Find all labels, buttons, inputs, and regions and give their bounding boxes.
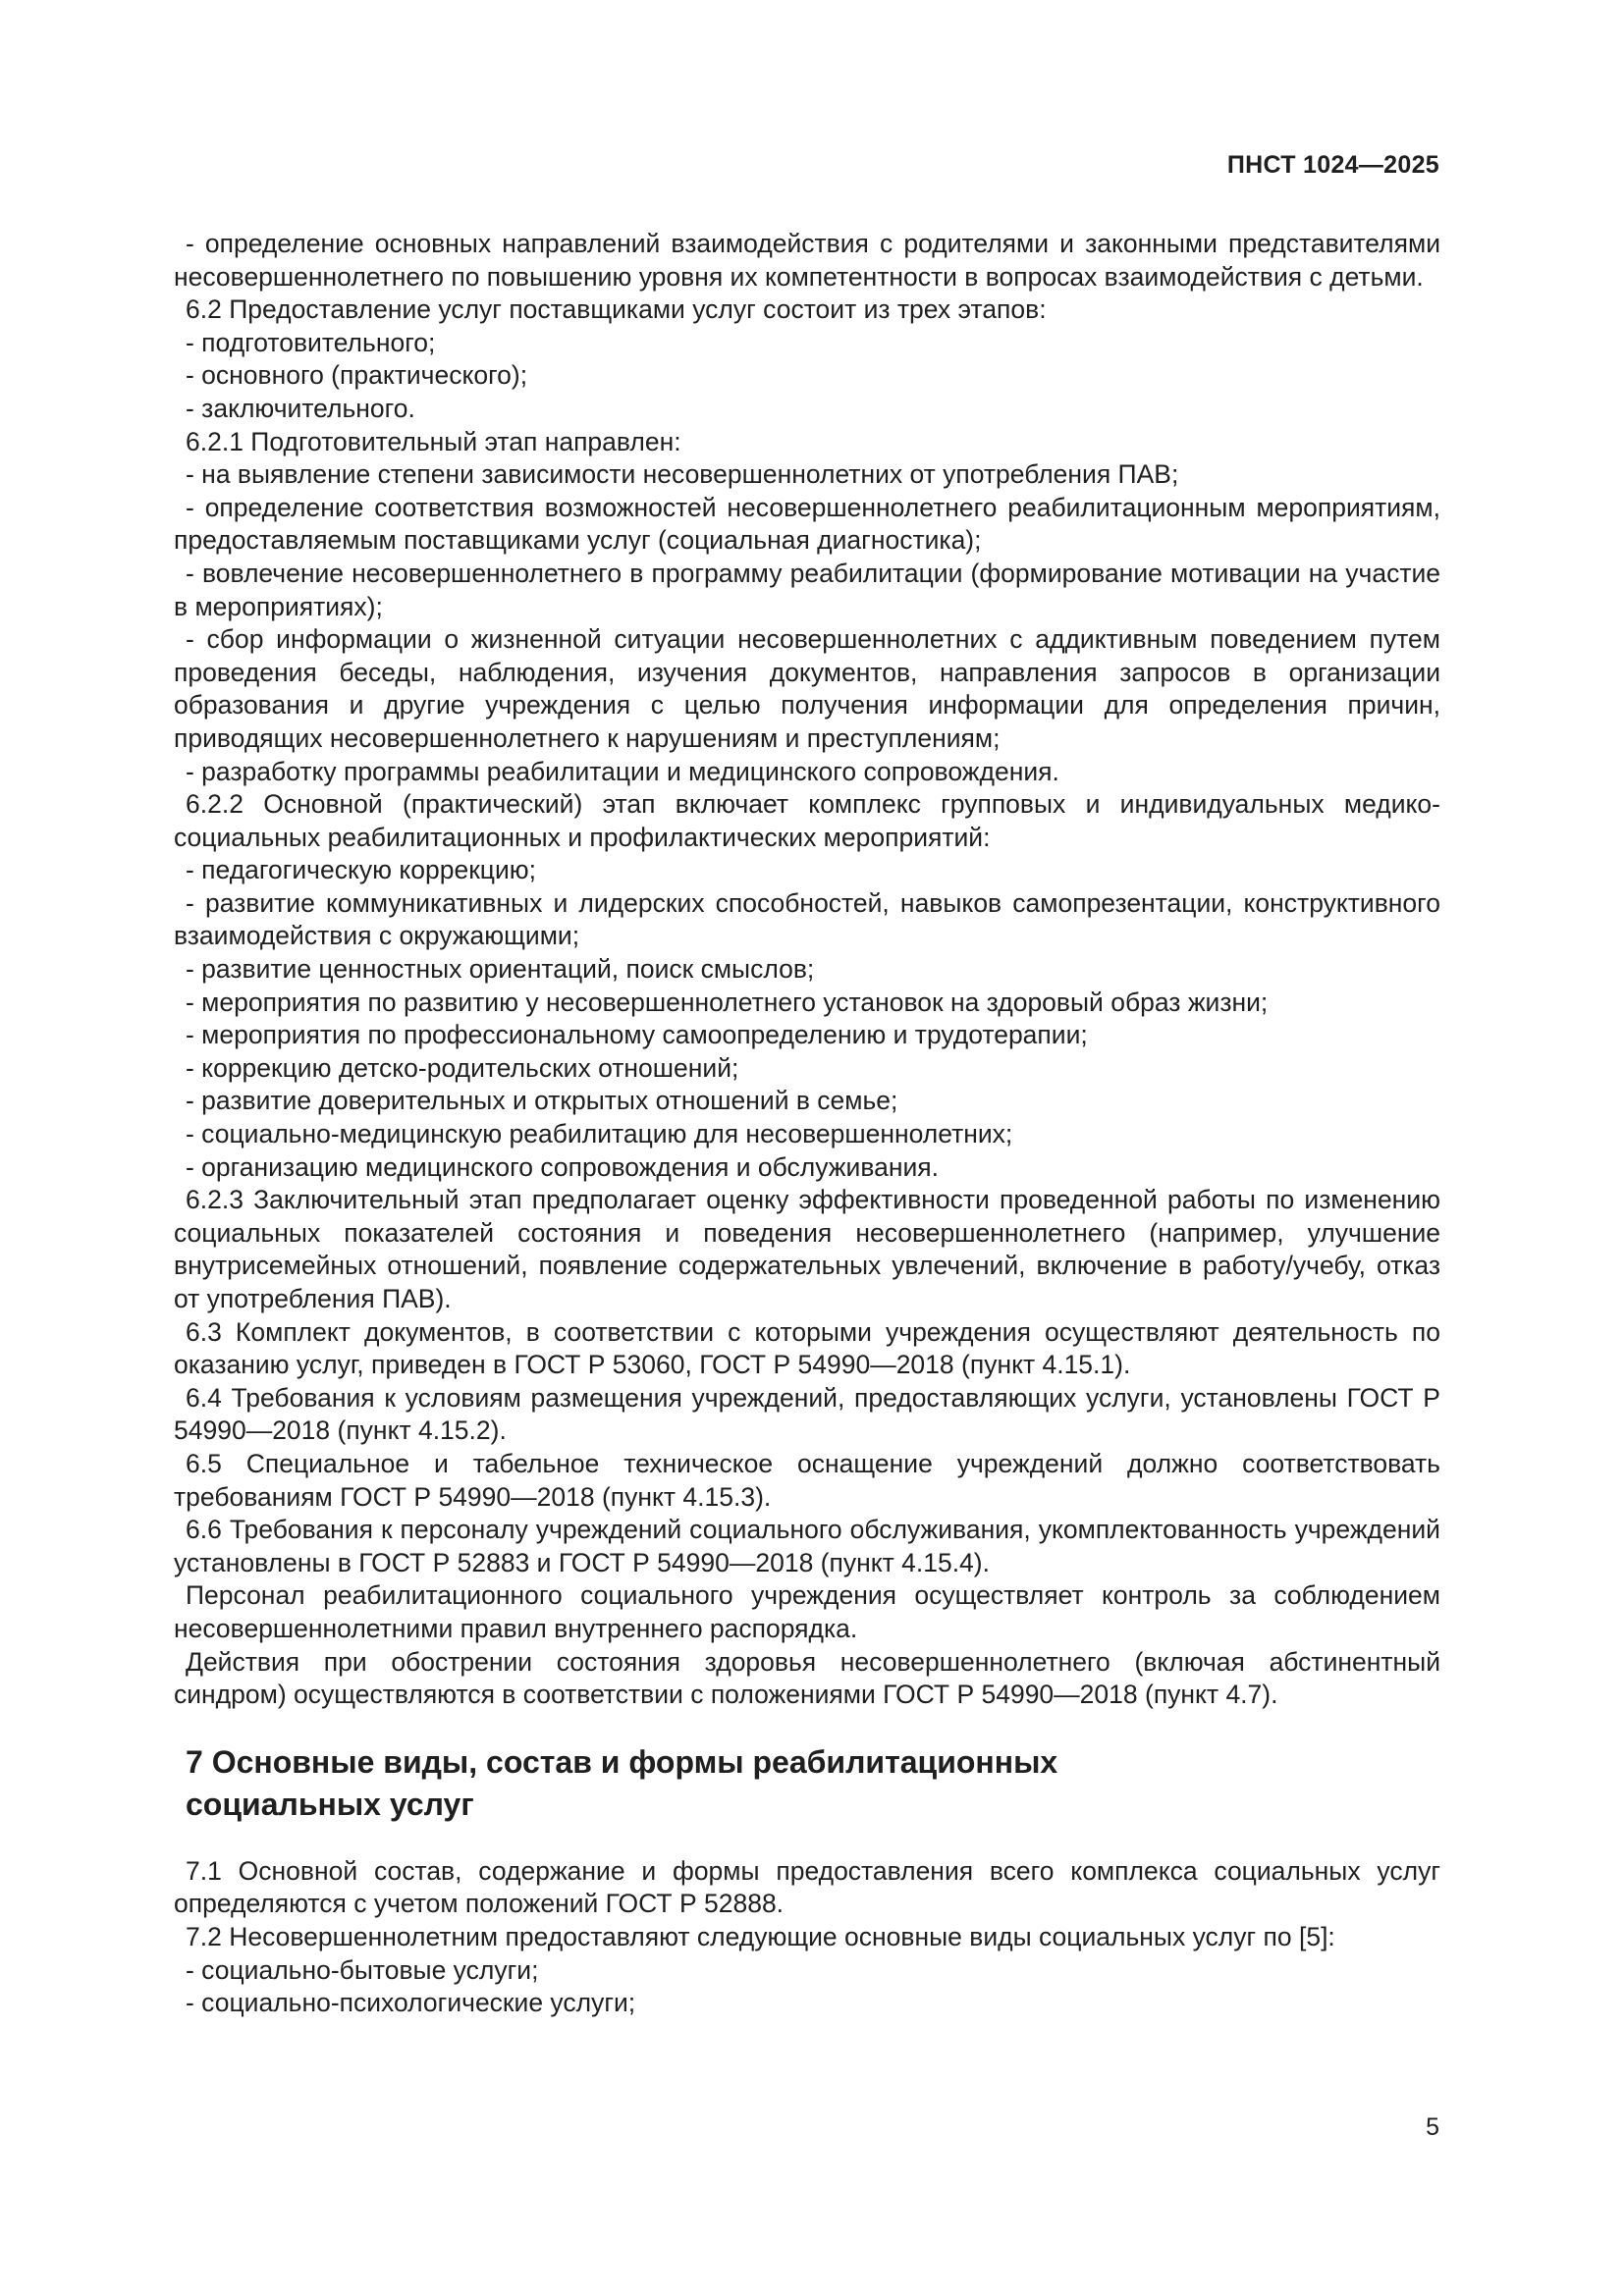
paragraph: Действия при обострении состояния здоровья несовершеннолетнего (включая абстинентный синдром) осуществляются в соответствии с положениями ГОСТ Р 54990—2018 (пункт 4.7). xyxy=(174,1646,1440,1710)
section-7-text xyxy=(174,1855,1440,2020)
clause-6-6: 6.6 Требования к персоналу учреждений социального обслуживания, укомплектованность учреждений установлены в ГОСТ Р 52883 и ГОСТ Р 54990—2018 (пункт 4.15.4). xyxy=(174,1515,1440,1577)
section-6-text xyxy=(174,228,1440,1712)
list-item: - разработку программы реабилитации и медицинского сопровождения. xyxy=(186,756,1059,786)
list-item: - мероприятия по профессиональному самоопределению и трудотерапии; xyxy=(186,1020,1088,1050)
clause-7-2: 7.2 Несовершеннолетним предоставляют следующие основные виды социальных услуг по [5]: xyxy=(186,1921,1335,1951)
clause-6-2-1: 6.2.1 Подготовительный этап направлен: xyxy=(186,426,681,456)
list-item: - педагогическую коррекцию; xyxy=(186,855,537,885)
clause-6-2-2: 6.2.2 Основной (практический) этап включает комплекс групповых и индивидуальных медико-социальных реабилитационных и профилактических мероприятий: xyxy=(174,789,1440,852)
list-item: - социально-психологические услуги; xyxy=(186,1988,636,2018)
clause-6-5: 6.5 Специальное и табельное техническое оснащение учреждений должно соответствовать требованиям ГОСТ Р 54990—2018 (пункт 4.15.3). xyxy=(174,1448,1440,1512)
list-item: - основного (практического); xyxy=(186,360,528,391)
list-item: - определение соответствия возможностей несовершеннолетнего реабилитационным мероприятиям, предоставляемым поставщиками услуг (социальная диагностика); xyxy=(174,492,1440,556)
list-item: - на выявление степени зависимости несовершеннолетних от употребления ПАВ; xyxy=(186,459,1179,490)
paragraph: Персонал реабилитационного социального учреждения осуществляет контроль за соблюдением несовершеннолетними правил внутреннего распорядка. xyxy=(174,1580,1440,1643)
page-number: 5 xyxy=(1426,2113,1439,2141)
clause-7-1: 7.1 Основной состав, содержание и формы предоставления всего комплекса социальных услуг определяются с учетом положений ГОСТ Р 52888. xyxy=(174,1855,1440,1919)
document-code: ПНСТ 1024—2025 xyxy=(1226,151,1439,179)
list-item: - подготовительного; xyxy=(186,327,436,357)
clause-6-2: 6.2 Предоставление услуг поставщиками услуг состоит из трех этапов: xyxy=(186,294,1047,325)
list-item: - коррекцию детско-родительских отношений; xyxy=(186,1052,739,1083)
clause-6-2-3: 6.2.3 Заключительный этап предполагает оценку эффективности проведенной работы по изменению социальных показателей состояния и поведения несовершеннолетнего (например, улучшение внутрисемейных отношений, появление содержательных увлечений, включение в работу/учебу, отказ от употребления ПАВ). xyxy=(174,1185,1440,1313)
list-item: - определение основных направлений взаимодействия с родителями и законными представителями несовершеннолетнего по повышению уровня их компетентности в вопросах взаимодействия с детьми. xyxy=(174,229,1440,292)
list-item: - организацию медицинского сопровождения и обслуживания. xyxy=(186,1151,939,1182)
list-item: - мероприятия по развитию у несовершеннолетнего установок на здоровый образ жизни; xyxy=(186,987,1269,1017)
list-item: - социально-медицинскую реабилитацию для несовершеннолетних; xyxy=(186,1119,1013,1149)
list-item: - развитие доверительных и открытых отношений в семье; xyxy=(186,1086,898,1116)
list-item: - вовлечение несовершеннолетнего в программу реабилитации (формирование мотивации на участие в мероприятиях); xyxy=(174,558,1440,621)
section-7-heading: 7 Основные виды, состав и формы реабилитационных социальных услуг xyxy=(186,1743,1058,1822)
list-item: - развитие коммуникативных и лидерских способностей, навыков самопрезентации, конструктивного взаимодействия с окружающими; xyxy=(174,887,1440,951)
clause-6-3: 6.3 Комплект документов, в соответствии с которыми учреждения осуществляют деятельность по оказанию услуг, приведен в ГОСТ Р 53060, ГОСТ Р 54990—2018 (пункт 4.15.1). xyxy=(174,1316,1440,1380)
list-item: - социально-бытовые услуги; xyxy=(186,1954,539,1985)
page-body xyxy=(174,228,1440,2020)
list-item: - сбор информации о жизненной ситуации несовершеннолетних с аддиктивным поведением путем проведения беседы, наблюдения, изучения документов, направления запросов в организации образования и другие учреждения с целью получения информации для определения причин, приводящих несовершеннолетнего к нарушениям и преступлениям; xyxy=(174,624,1440,753)
clause-6-4: 6.4 Требования к условиям размещения учреждений, предоставляющих услуги, установлены ГОСТ Р 54990—2018 (пункт 4.15.2). xyxy=(174,1382,1440,1446)
list-item: - развитие ценностных ориентаций, поиск смыслов; xyxy=(186,954,815,985)
list-item: - заключительного. xyxy=(186,393,415,423)
